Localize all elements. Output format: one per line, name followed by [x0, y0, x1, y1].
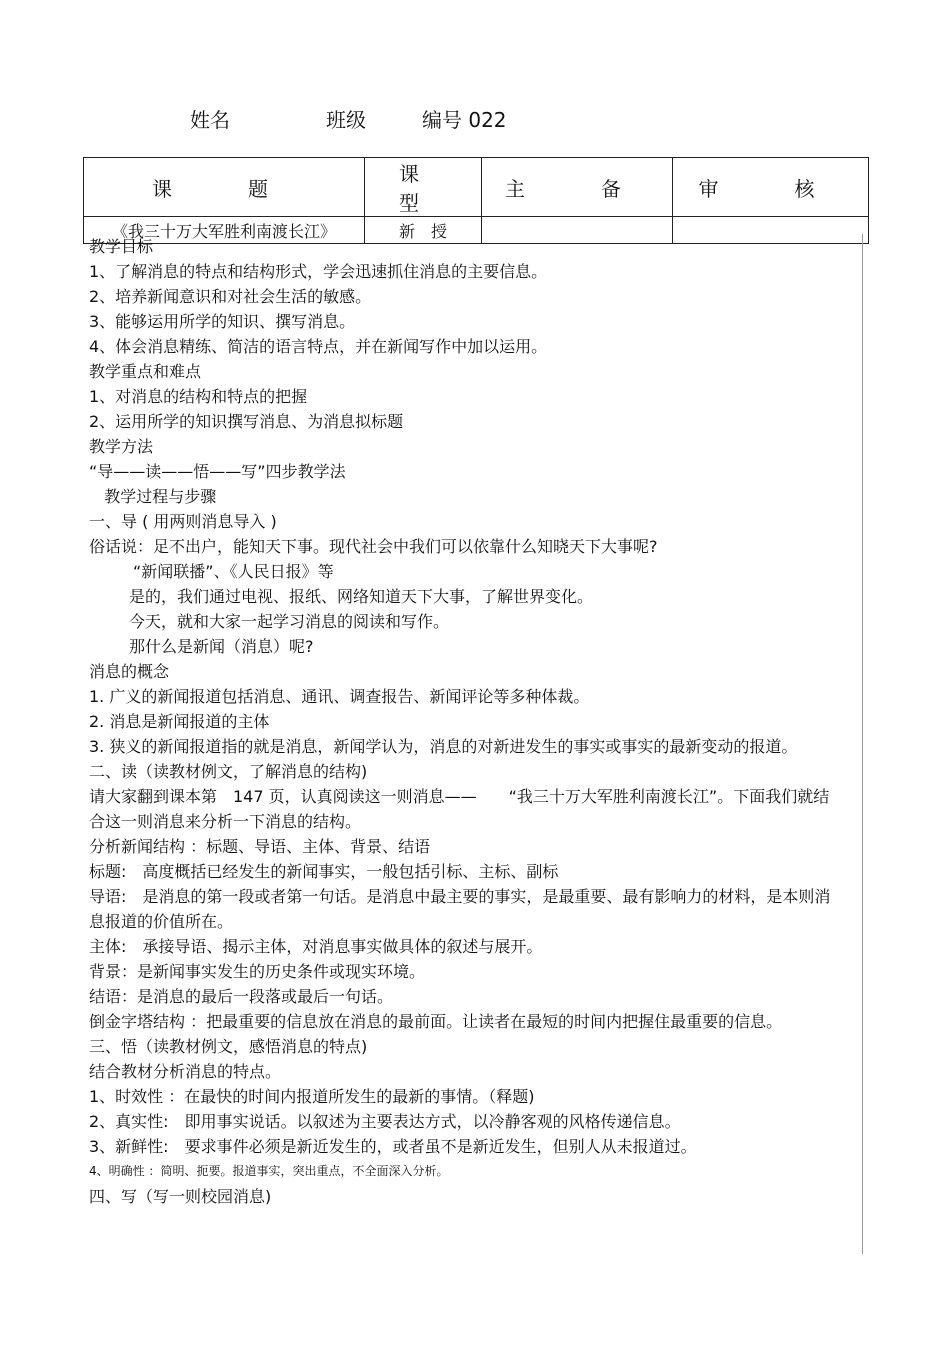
text-line: 三、悟（读教材例文，感悟消息的特点) [89, 1037, 368, 1056]
text-line: 2、运用所学的知识撰写消息、为消息拟标题 [89, 412, 404, 431]
text-line: 1、了解消息的特点和结构形式，学会迅速抓住消息的主要信息。 [89, 262, 548, 281]
text-line: 2、培养新闻意识和对社会生活的敏感。 [89, 287, 372, 306]
class-label: 班级 [326, 108, 366, 132]
text-line: 1. 广义的新闻报道包括消息、通讯、调查报告、新闻评论等多种体裁。 [89, 687, 590, 706]
text-line: 四、写（写一则校园消息) [89, 1187, 272, 1206]
text-line: 主体: 承接导语、揭示主体，对消息事实做具体的叙述与展开。 [89, 937, 543, 956]
text-line: 4、体会消息精练、简洁的语言特点，并在新闻写作中加以运用。 [89, 337, 548, 356]
text-line: 结语：是消息的最后一段落或最后一句话。 [89, 987, 394, 1006]
text-line: 教学方法 [89, 437, 154, 456]
number-label: 编号 022 [422, 108, 507, 132]
text-line: “导——读——悟——写”四步教学法 [89, 462, 346, 481]
text-line: 背景：是新闻事实发生的历史条件或现实环境。 [89, 962, 426, 981]
text-line: 教学重点和难点 [89, 362, 202, 381]
lesson-content [89, 234, 841, 1209]
text-line: 3、能够运用所学的知识、撰写消息。 [89, 312, 356, 331]
header-reviewer: 审 核 [673, 158, 869, 217]
text-line: 是的，我们通过电视、报纸、网络知道天下大事，了解世界变化。 [129, 587, 594, 606]
text-line: 倒金字塔结构 ：把最重要的信息放在消息的最前面。让读者在最短的时间内把握住最重要的信息。 [89, 1012, 783, 1031]
text-line: 2、真实性: 即用事实说话。以叙述为主要表达方式，以冷静客观的风格传递信息。 [89, 1112, 681, 1131]
text-line: 3、新鲜性: 要求事件必须是新近发生的，或者虽不是新近发生，但别人从未报道过。 [89, 1137, 697, 1156]
text-line: 二、读（读教材例文，了解消息的结构) [89, 762, 368, 781]
text-line: 那什么是新闻（消息）呢? [129, 637, 314, 656]
name-label: 姓名 [190, 108, 230, 132]
text-line: 教学过程与步骤 [89, 487, 217, 506]
text-line: 1、对消息的结构和特点的把握 [89, 387, 308, 406]
text-line: 一、导 ( 用两则消息导入 ) [89, 512, 277, 531]
text-line: 俗话说：足不出户，能知天下事。现代社会中我们可以依靠什么知晓天下大事呢? [89, 537, 658, 556]
text-line: 今天，就和大家一起学习消息的阅读和写作。 [129, 612, 450, 631]
text-line: “新闻联播”、《人民日报》等 [133, 562, 334, 581]
text-line: 标题: 高度概括已经发生的新闻事实，一般包括引标、主标、副标 [89, 862, 559, 881]
text-line: 教学目标 [89, 237, 154, 256]
text-line: 4、明确性 ：简明、扼要。报道事实，突出重点，不全面深入分析。 [89, 1164, 449, 1178]
text-line: 消息的概念 [89, 662, 170, 681]
text-line: 3. 狭义的新闻报道指的就是消息，新闻学认为，消息的对新进发生的事实或事实的最新变动的报道。 [89, 737, 798, 756]
header-topic: 课 题 [84, 158, 365, 217]
cell-type: 新 授 [365, 217, 482, 244]
text-line: 分析新闻结构 ：标题、导语、主体、背景、结语 [89, 837, 431, 856]
header-preparer: 主 备 [482, 158, 673, 217]
lesson-info-table [83, 157, 869, 244]
header-type: 课 型 [365, 158, 482, 217]
cell-topic: 《我三十万大军胜利南渡长江》 [84, 217, 365, 244]
text-line: 1、时效性 ：在最快的时间内报道所发生的最新的事情。（释题) [89, 1087, 535, 1106]
text-line: 导语: 是消息的第一段或者第一句话。是消息中最主要的事实，是最重要、最有影响力的材料，是本则消息报道的价值所在。 [89, 887, 831, 931]
text-line: 结合教材分析消息的特点。 [89, 1062, 282, 1081]
text-line: 请大家翻到课本第 147 页，认真阅读这一则消息—— “我三十万大军胜利南渡长江”。下面我们就结合这一则消息来分析一下消息的结构。 [89, 787, 830, 831]
text-line: 2. 消息是新闻报道的主体 [89, 712, 270, 731]
